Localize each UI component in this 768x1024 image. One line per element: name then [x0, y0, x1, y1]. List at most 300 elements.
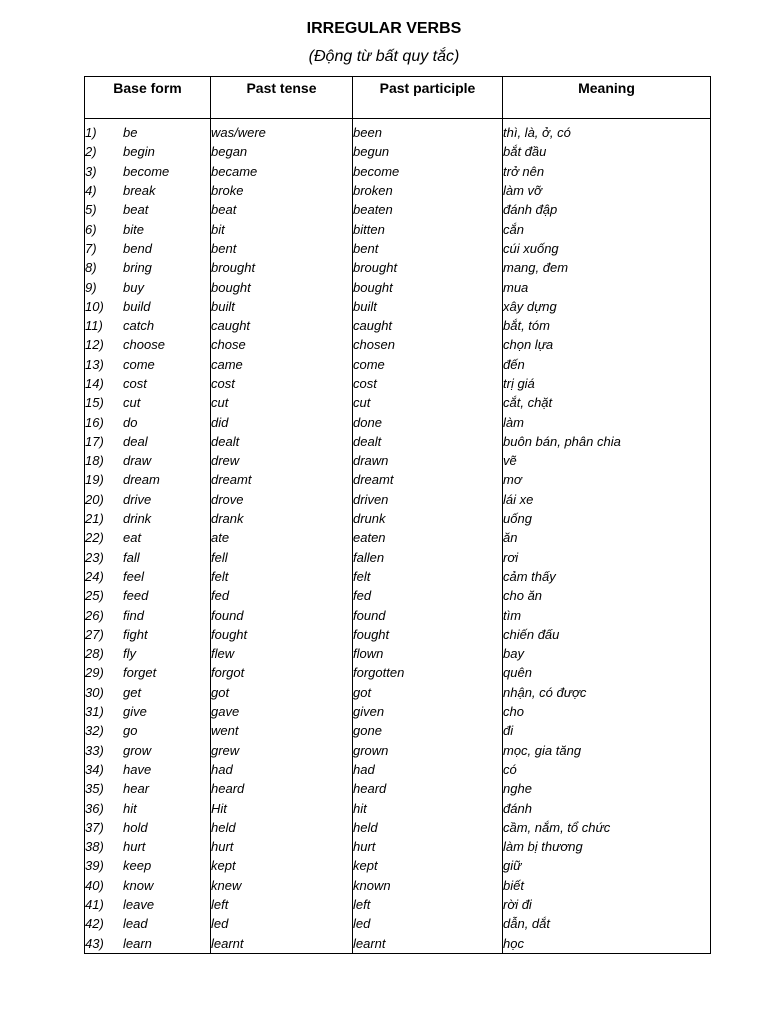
base-form-cell — [85, 914, 211, 933]
base-form: feed — [123, 588, 149, 604]
row-number: 13) — [85, 356, 104, 372]
base-form-cell — [85, 239, 211, 258]
table-row — [85, 798, 711, 817]
base-form-cell — [85, 625, 211, 644]
base-form: leave — [123, 897, 155, 913]
past-tense-cell: fought — [211, 625, 353, 644]
meaning-cell: bay — [503, 644, 711, 663]
base-form: forget — [123, 665, 157, 681]
table-row — [85, 605, 711, 624]
meaning-cell: mơ — [503, 470, 711, 489]
past-tense-cell: had — [211, 760, 353, 779]
base-form-cell — [85, 142, 211, 161]
past-participle-cell: had — [353, 760, 503, 779]
meaning-cell: buôn bán, phân chia — [503, 432, 711, 451]
meaning-cell: cúi xuống — [503, 239, 711, 258]
past-participle-cell: built — [353, 297, 503, 316]
table-row — [85, 933, 711, 953]
meaning-cell: dẫn, dắt — [503, 914, 711, 933]
table-row — [85, 335, 711, 354]
past-participle-cell: broken — [353, 181, 503, 200]
base-form-cell — [85, 297, 211, 316]
base-form: hit — [123, 800, 137, 816]
base-form: be — [123, 125, 138, 141]
row-number: 14) — [85, 376, 104, 391]
row-number: 1) — [85, 125, 97, 141]
table-row — [85, 355, 711, 374]
table-row — [85, 837, 711, 856]
base-form-cell — [85, 837, 211, 856]
base-form: hurt — [123, 839, 146, 855]
row-number: 16) — [85, 414, 104, 430]
base-form: learn — [123, 935, 152, 951]
table-row — [85, 316, 711, 335]
base-form-cell — [85, 412, 211, 431]
base-form-cell — [85, 509, 211, 528]
past-tense-cell: built — [211, 297, 353, 316]
meaning-cell: rơi — [503, 548, 711, 567]
base-form: fly — [123, 646, 136, 662]
base-form: hold — [123, 819, 148, 835]
past-tense-cell: drew — [211, 451, 353, 470]
past-tense-cell: fed — [211, 586, 353, 605]
past-participle-cell: heard — [353, 779, 503, 798]
past-participle-cell: brought — [353, 258, 503, 277]
base-form-cell — [85, 586, 211, 605]
past-tense-cell: began — [211, 142, 353, 161]
past-participle-cell: flown — [353, 644, 503, 663]
meaning-cell: cắt, chặt — [503, 393, 711, 412]
verbs-table — [84, 76, 711, 954]
row-number: 43) — [85, 935, 104, 951]
past-tense-cell: felt — [211, 567, 353, 586]
base-form: keep — [123, 858, 152, 874]
base-form: begin — [123, 144, 155, 160]
past-tense-cell: left — [211, 895, 353, 914]
meaning-cell: cho ăn — [503, 586, 711, 605]
base-form: beat — [123, 202, 149, 218]
past-participle-cell: held — [353, 818, 503, 837]
meaning-cell: cảm thấy — [503, 567, 711, 586]
base-form-cell — [85, 721, 211, 740]
past-tense-cell: went — [211, 721, 353, 740]
row-number: 4) — [85, 183, 97, 199]
meaning-cell: làm vỡ — [503, 181, 711, 200]
past-participle-cell: bitten — [353, 219, 503, 238]
past-tense-cell: brought — [211, 258, 353, 277]
meaning-cell: cho — [503, 702, 711, 721]
row-number: 31) — [85, 704, 104, 720]
past-participle-cell: been — [353, 123, 503, 142]
past-tense-cell: came — [211, 355, 353, 374]
table-row — [85, 721, 711, 740]
row-number: 24) — [85, 568, 104, 584]
past-tense-cell: found — [211, 605, 353, 624]
meaning-cell: rời đi — [503, 895, 711, 914]
header-base-form: Base form — [85, 77, 211, 119]
base-form: fall — [123, 549, 140, 565]
row-number: 28) — [85, 646, 104, 662]
table-row — [85, 644, 711, 663]
past-participle-cell: fed — [353, 586, 503, 605]
row-number: 23) — [85, 549, 104, 565]
base-form: bite — [123, 221, 144, 237]
table-row — [85, 528, 711, 547]
past-participle-cell: dealt — [353, 432, 503, 451]
base-form: break — [123, 183, 156, 199]
base-form-cell — [85, 123, 211, 142]
base-form-cell — [85, 316, 211, 335]
base-form-cell — [85, 219, 211, 238]
meaning-cell: đến — [503, 355, 711, 374]
base-form: buy — [123, 279, 144, 295]
row-number: 29) — [85, 665, 104, 681]
base-form: draw — [123, 453, 152, 469]
meaning-cell: chọn lựa — [503, 335, 711, 354]
base-form: cost — [123, 376, 147, 391]
meaning-cell: chiến đấu — [503, 625, 711, 644]
table-row — [85, 856, 711, 875]
base-form: catch — [123, 318, 155, 334]
past-participle-cell: cost — [353, 374, 503, 393]
past-participle-cell: caught — [353, 316, 503, 335]
table-row — [85, 393, 711, 412]
base-form: build — [123, 298, 151, 314]
meaning-cell: cắn — [503, 219, 711, 238]
row-number: 7) — [85, 240, 97, 256]
header-past-participle: Past participle — [353, 77, 503, 119]
past-participle-cell: led — [353, 914, 503, 933]
base-form-cell — [85, 605, 211, 624]
past-participle-cell: felt — [353, 567, 503, 586]
base-form-cell — [85, 548, 211, 567]
past-participle-cell: fought — [353, 625, 503, 644]
table-row — [85, 123, 711, 142]
past-tense-cell: learnt — [211, 933, 353, 953]
past-tense-cell: led — [211, 914, 353, 933]
row-number: 37) — [85, 819, 104, 835]
table-row — [85, 277, 711, 296]
row-number: 8) — [85, 260, 97, 276]
past-tense-cell: gave — [211, 702, 353, 721]
meaning-cell: trị giá — [503, 374, 711, 393]
base-form: choose — [123, 337, 165, 353]
meaning-cell: xây dựng — [503, 297, 711, 316]
base-form-cell — [85, 258, 211, 277]
base-form: bend — [123, 240, 152, 256]
past-tense-cell: hurt — [211, 837, 353, 856]
past-tense-cell: bent — [211, 239, 353, 258]
meaning-cell: đánh đập — [503, 200, 711, 219]
past-tense-cell: Hit — [211, 798, 353, 817]
past-participle-cell: eaten — [353, 528, 503, 547]
meaning-cell: thì, là, ở, có — [503, 123, 711, 142]
table-row — [85, 239, 711, 258]
table-row — [85, 181, 711, 200]
base-form: deal — [123, 433, 148, 449]
base-form: know — [123, 877, 154, 893]
base-form-cell — [85, 779, 211, 798]
meaning-cell: tìm — [503, 605, 711, 624]
table-row — [85, 567, 711, 586]
row-number: 35) — [85, 781, 104, 797]
past-tense-cell: cut — [211, 393, 353, 412]
meaning-cell: bắt đầu — [503, 142, 711, 161]
meaning-cell: đi — [503, 721, 711, 740]
table-row — [85, 702, 711, 721]
meaning-cell: trở nên — [503, 162, 711, 181]
past-tense-cell: forgot — [211, 663, 353, 682]
meaning-cell: nghe — [503, 779, 711, 798]
row-number: 21) — [85, 511, 104, 527]
meaning-cell: ăn — [503, 528, 711, 547]
past-tense-cell: kept — [211, 856, 353, 875]
table-row — [85, 432, 711, 451]
base-form-cell — [85, 876, 211, 895]
base-form: get — [123, 684, 142, 700]
base-form: hear — [123, 781, 150, 797]
past-participle-cell: kept — [353, 856, 503, 875]
past-participle-cell: done — [353, 412, 503, 431]
past-participle-cell: become — [353, 162, 503, 181]
base-form-cell — [85, 277, 211, 296]
row-number: 41) — [85, 897, 104, 913]
row-number: 17) — [85, 433, 104, 449]
row-number: 36) — [85, 800, 104, 816]
past-tense-cell: cost — [211, 374, 353, 393]
row-number: 6) — [85, 221, 97, 237]
row-number: 32) — [85, 723, 104, 739]
past-participle-cell: bent — [353, 239, 503, 258]
row-number: 34) — [85, 761, 104, 777]
row-number: 20) — [85, 491, 104, 507]
row-number: 27) — [85, 626, 104, 642]
table-row — [85, 451, 711, 470]
past-participle-cell: drawn — [353, 451, 503, 470]
table-row — [85, 586, 711, 605]
past-tense-cell: bought — [211, 277, 353, 296]
verbs-table-body — [85, 119, 711, 954]
base-form-cell — [85, 760, 211, 779]
meaning-cell: làm bị thương — [503, 837, 711, 856]
past-tense-cell: chose — [211, 335, 353, 354]
base-form-cell — [85, 798, 211, 817]
base-form-cell — [85, 528, 211, 547]
table-row — [85, 683, 711, 702]
row-number: 22) — [85, 530, 104, 546]
table-row — [85, 548, 711, 567]
table-row — [85, 895, 711, 914]
past-tense-cell: got — [211, 683, 353, 702]
row-number: 40) — [85, 877, 104, 893]
table-row — [85, 142, 711, 161]
table-row — [85, 219, 711, 238]
row-number: 11) — [85, 318, 103, 334]
meaning-cell: vẽ — [503, 451, 711, 470]
past-participle-cell: grown — [353, 741, 503, 760]
base-form-cell — [85, 856, 211, 875]
row-number: 33) — [85, 742, 104, 758]
base-form-cell — [85, 702, 211, 721]
past-tense-cell: knew — [211, 876, 353, 895]
past-participle-cell: left — [353, 895, 503, 914]
past-tense-cell: drank — [211, 509, 353, 528]
past-participle-cell: driven — [353, 490, 503, 509]
table-row — [85, 625, 711, 644]
past-participle-cell: beaten — [353, 200, 503, 219]
past-participle-cell: come — [353, 355, 503, 374]
past-participle-cell: fallen — [353, 548, 503, 567]
header-meaning: Meaning — [503, 77, 711, 119]
base-form-cell — [85, 181, 211, 200]
base-form: have — [123, 761, 152, 777]
base-form: go — [123, 723, 138, 739]
table-row — [85, 914, 711, 933]
meaning-cell: bắt, tóm — [503, 316, 711, 335]
base-form: fight — [123, 626, 148, 642]
base-form-cell — [85, 644, 211, 663]
table-row — [85, 490, 711, 509]
table-row — [85, 200, 711, 219]
base-form: find — [123, 607, 144, 623]
base-form: become — [123, 163, 170, 179]
past-participle-cell: cut — [353, 393, 503, 412]
table-row — [85, 818, 711, 837]
meaning-cell: học — [503, 933, 711, 953]
row-number: 26) — [85, 607, 104, 623]
past-tense-cell: flew — [211, 644, 353, 663]
base-form: bring — [123, 260, 152, 276]
row-number: 42) — [85, 916, 104, 932]
past-tense-cell: caught — [211, 316, 353, 335]
table-row — [85, 663, 711, 682]
meaning-cell: mua — [503, 277, 711, 296]
base-form-cell — [85, 355, 211, 374]
past-participle-cell: gone — [353, 721, 503, 740]
table-row — [85, 741, 711, 760]
table-row — [85, 779, 711, 798]
past-participle-cell: forgotten — [353, 663, 503, 682]
table-row — [85, 412, 711, 431]
meaning-cell: lái xe — [503, 490, 711, 509]
table-header-row — [85, 77, 711, 119]
past-participle-cell: learnt — [353, 933, 503, 953]
meaning-cell: giữ — [503, 856, 711, 875]
document-title: IRREGULAR VERBS — [306, 20, 462, 37]
base-form: dream — [123, 472, 160, 488]
meaning-cell: quên — [503, 663, 711, 682]
past-tense-cell: dealt — [211, 432, 353, 451]
past-tense-cell: fell — [211, 548, 353, 567]
row-number: 9) — [85, 279, 97, 295]
base-form: drive — [123, 491, 152, 507]
past-participle-cell: known — [353, 876, 503, 895]
meaning-cell: biết — [503, 876, 711, 895]
past-tense-cell: beat — [211, 200, 353, 219]
past-participle-cell: dreamt — [353, 470, 503, 489]
table-row — [85, 470, 711, 489]
past-participle-cell: got — [353, 683, 503, 702]
row-number: 25) — [85, 588, 104, 604]
row-number: 12) — [85, 337, 104, 353]
document-subtitle: (Động từ bất quy tắc) — [308, 48, 460, 65]
meaning-cell: cầm, nắm, tổ chức — [503, 818, 711, 837]
past-participle-cell: given — [353, 702, 503, 721]
meaning-cell: mang, đem — [503, 258, 711, 277]
meaning-cell: đánh — [503, 798, 711, 817]
meaning-cell: mọc, gia tăng — [503, 741, 711, 760]
base-form: give — [123, 704, 147, 720]
row-number: 5) — [85, 202, 97, 218]
meaning-cell: có — [503, 760, 711, 779]
base-form: drink — [123, 511, 152, 527]
base-form-cell — [85, 567, 211, 586]
row-number: 10) — [85, 298, 104, 314]
table-row — [85, 760, 711, 779]
past-participle-cell: hurt — [353, 837, 503, 856]
past-tense-cell: ate — [211, 528, 353, 547]
past-participle-cell: drunk — [353, 509, 503, 528]
base-form-cell — [85, 470, 211, 489]
base-form-cell — [85, 200, 211, 219]
past-participle-cell: begun — [353, 142, 503, 161]
base-form-cell — [85, 451, 211, 470]
base-form: cut — [123, 395, 141, 411]
meaning-cell: làm — [503, 412, 711, 431]
base-form-cell — [85, 490, 211, 509]
base-form-cell — [85, 393, 211, 412]
base-form-cell — [85, 741, 211, 760]
base-form-cell — [85, 663, 211, 682]
base-form-cell — [85, 818, 211, 837]
table-row — [85, 297, 711, 316]
past-tense-cell: did — [211, 412, 353, 431]
base-form-cell — [85, 895, 211, 914]
base-form: lead — [123, 916, 148, 932]
base-form-cell — [85, 162, 211, 181]
meaning-cell: nhận, có được — [503, 683, 711, 702]
base-form: grow — [123, 742, 152, 758]
row-number: 30) — [85, 684, 104, 700]
past-tense-cell: broke — [211, 181, 353, 200]
base-form-cell — [85, 933, 211, 953]
table-row — [85, 258, 711, 277]
row-number: 2) — [85, 144, 97, 160]
row-number: 3) — [85, 163, 97, 179]
row-number: 39) — [85, 858, 104, 874]
past-participle-cell: bought — [353, 277, 503, 296]
base-form: eat — [123, 530, 142, 546]
past-participle-cell: found — [353, 605, 503, 624]
past-tense-cell: heard — [211, 779, 353, 798]
base-form-cell — [85, 683, 211, 702]
past-tense-cell: held — [211, 818, 353, 837]
table-row — [85, 162, 711, 181]
past-tense-cell: was/were — [211, 123, 353, 142]
base-form-cell — [85, 432, 211, 451]
meaning-cell: uống — [503, 509, 711, 528]
base-form-cell — [85, 374, 211, 393]
base-form: come — [123, 356, 155, 372]
base-form-cell — [85, 335, 211, 354]
past-participle-cell: chosen — [353, 335, 503, 354]
past-tense-cell: grew — [211, 741, 353, 760]
base-form: do — [123, 414, 138, 430]
header-past-tense: Past tense — [211, 77, 353, 119]
table-row — [85, 876, 711, 895]
table-row — [85, 374, 711, 393]
past-tense-cell: bit — [211, 219, 353, 238]
